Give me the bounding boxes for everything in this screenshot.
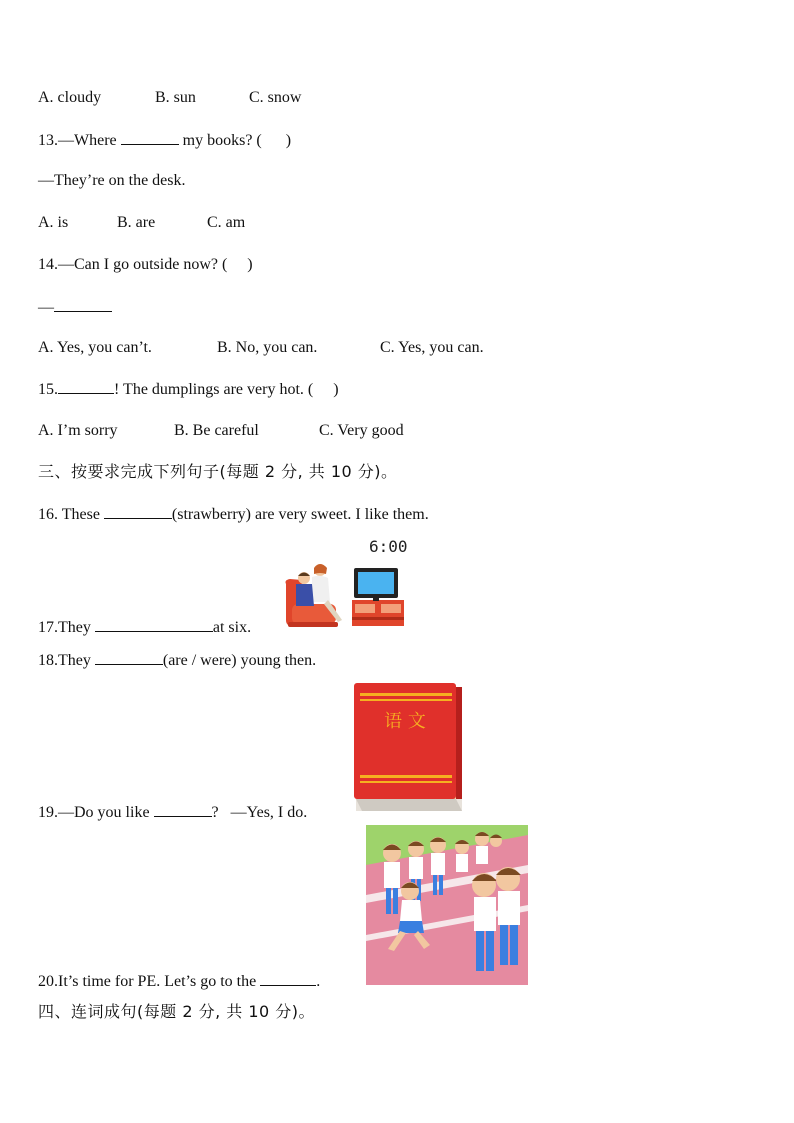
q14-blank[interactable] (54, 297, 112, 312)
q15-options (38, 421, 404, 441)
q15-question: 15. ! The dumplings are very hot. ( ) (38, 381, 339, 398)
q14-option-a: A. Yes, you can’t. (38, 339, 152, 356)
chinese-book-picture (352, 681, 464, 815)
q14-option-b: B. No, you can. (217, 339, 318, 356)
q15-option-b: B. Be careful (174, 422, 259, 439)
q13-options (38, 213, 245, 233)
q12-option-c: C. snow (249, 89, 302, 106)
clock-time-label: 6:00 (369, 537, 408, 556)
q13-option-a: A. is (38, 214, 69, 231)
q14-options (38, 338, 484, 358)
q18-blank[interactable] (95, 650, 163, 665)
q20-question: 20.It’s time for PE. Let’s go to the . (38, 973, 321, 990)
q13-question: 13.—Where my books? ( ) (38, 132, 292, 149)
playground-pe-picture (366, 825, 528, 985)
q17-blank[interactable] (95, 617, 213, 632)
q13-option-b: B. are (117, 214, 156, 231)
q13-answer: —They’re on the desk. (38, 172, 186, 189)
q13-blank[interactable] (121, 130, 179, 145)
q17-question: 17.They at six. (38, 619, 252, 636)
q12-option-a: A. cloudy (38, 89, 102, 106)
q14-answer-line: — (38, 297, 112, 318)
q14-option-c: C. Yes, you can. (380, 339, 484, 356)
q19-question: 19.—Do you like ? —Yes, I do. (38, 804, 308, 821)
q13-option-c: C. am (207, 214, 246, 231)
q19-blank[interactable] (154, 802, 212, 817)
q12-option-b: B. sun (155, 89, 196, 106)
q20-blank[interactable] (260, 971, 316, 986)
q15-option-c: C. Very good (319, 422, 404, 439)
q12-options (38, 88, 301, 108)
family-watching-tv-picture (282, 560, 406, 630)
q16-question: 16. These (strawberry) are very sweet. I like them. (38, 506, 429, 523)
section-4-title: 四、连词成句(每题 2 分, 共 10 分)。 (38, 1002, 316, 1021)
section-3-title: 三、按要求完成下列句子(每题 2 分, 共 10 分)。 (38, 462, 398, 481)
q16-blank[interactable] (104, 504, 172, 519)
q18-question: 18.They (are / were) young then. (38, 652, 317, 669)
book-cover-title: 语 文 (384, 711, 426, 732)
q14-question: 14.—Can I go outside now? ( ) (38, 256, 253, 273)
q15-blank[interactable] (58, 379, 114, 394)
q15-option-a: A. I’m sorry (38, 422, 118, 439)
